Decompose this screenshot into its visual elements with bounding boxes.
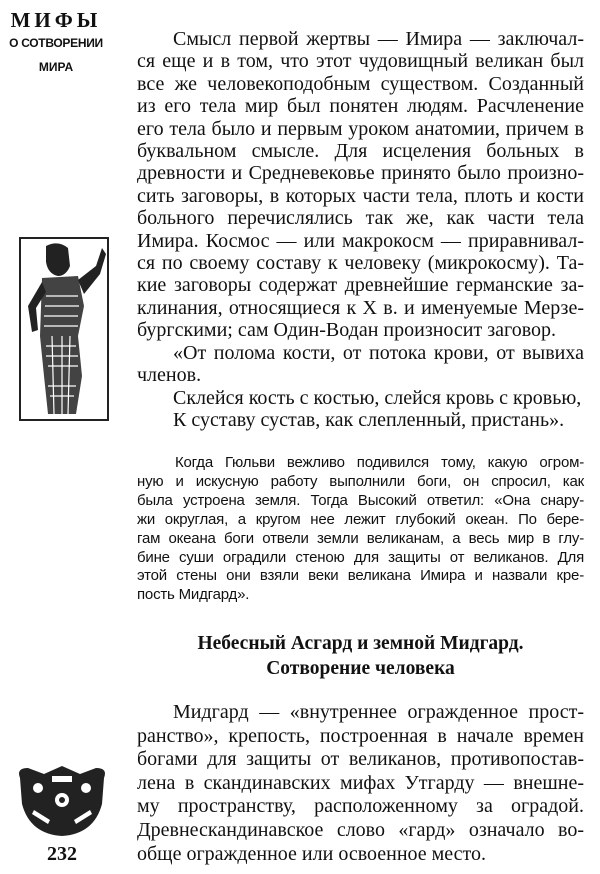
text-line: Имира. Космос — или макрокосм — приравнивал- bbox=[137, 229, 584, 252]
body-text-paragraphs-2 bbox=[137, 701, 584, 866]
quote-line: бине суши оградили стеною для защиты от великанов. Для bbox=[137, 548, 584, 566]
text-line: ся еще и в том, что этот чудовищный великан был bbox=[137, 50, 584, 73]
text-line: лена в скандинавских мифах Утгарду — внешне- bbox=[137, 771, 584, 794]
text-line: буквальном смысле. Для исцеления больных в bbox=[137, 140, 584, 163]
quote-line: была устроена земля. Тогда Высокий ответил: «Она снару- bbox=[137, 491, 584, 509]
text-line: кие заговоры содержат древнейшие германские за- bbox=[137, 274, 584, 297]
quote-line: ную и искусную работу выполнили боги, он спросил, как bbox=[137, 472, 584, 490]
ancient-figure-illustration bbox=[18, 236, 110, 422]
text-line: Смысл первой жертвы — Имира — заключал- bbox=[173, 28, 584, 50]
text-line: Мидгард — «внутреннее огражденное прост- bbox=[173, 701, 584, 723]
section-heading-line-2: Сотворение человека bbox=[266, 658, 455, 679]
text-line: все же человекоподобным существом. Созданный bbox=[137, 72, 584, 95]
text-line: из его тела мир был понятен людям. Расчленение bbox=[137, 95, 584, 118]
text-line: древности и Средневековье принято было произно- bbox=[137, 162, 584, 185]
running-head-subtitle-2: МИРА bbox=[38, 60, 74, 74]
quote-line: жи округлая, а кругом нее лежит глубокий океан. По бере- bbox=[137, 510, 584, 528]
text-line: богами для защиты от великанов, противопостав- bbox=[137, 748, 584, 771]
text-line: «От полома кости, от потока крови, от вывиха bbox=[173, 341, 584, 364]
body-text-paragraphs-1 bbox=[137, 28, 584, 431]
quote-line: гам океана боги отвели земли великанам, а весь мир в глу- bbox=[137, 529, 584, 547]
section-heading-line-1: Небесный Асгард и земной Мидгард. bbox=[197, 633, 524, 654]
quote-line: пость Мидгард». bbox=[137, 586, 250, 604]
quotation-block bbox=[137, 454, 584, 605]
text-line: бургскими; сам Один-Водан произносит заговор. bbox=[137, 319, 557, 342]
text-line: сить заговоры, в которых части тела, плоть и кости bbox=[137, 184, 584, 207]
text-line: К суставу сустав, как слепленный, пристань». bbox=[173, 408, 565, 431]
text-line: Склейся кость с костью, слейся кровь с кровью, bbox=[173, 386, 582, 409]
text-line: Древнескандинавское слово «гард» означало во- bbox=[137, 818, 584, 841]
text-line: ся по своему составу к человеку (микрокосму). Та- bbox=[137, 252, 584, 275]
text-line: его тела было и первым уроком анатомии, причем в bbox=[137, 117, 584, 140]
running-head-subtitle: О СОТВОРЕНИИ bbox=[9, 36, 103, 50]
section-heading bbox=[137, 631, 584, 681]
page-number: 232 bbox=[47, 843, 77, 865]
text-line: больного перечислялись так же, как части тела bbox=[137, 207, 584, 230]
text-line: обще огражденное или освоенное место. bbox=[137, 842, 487, 865]
quote-line: этой стены они взяли веки великана Имира и назвали кре- bbox=[137, 567, 584, 585]
text-line: членов. bbox=[137, 364, 202, 387]
text-line: му пространству, расположенному за оградой. bbox=[137, 795, 584, 818]
text-line: клинания, относящиеся к X в. и именуемые Мерзе- bbox=[137, 296, 584, 319]
text-line: ранство», крепость, построенная в начале времен bbox=[137, 724, 584, 747]
running-head-title: МИФЫ bbox=[10, 8, 102, 32]
quote-line: Когда Гюльви вежливо подивился тому, какую огром- bbox=[175, 454, 584, 471]
ornament-illustration bbox=[14, 764, 110, 838]
